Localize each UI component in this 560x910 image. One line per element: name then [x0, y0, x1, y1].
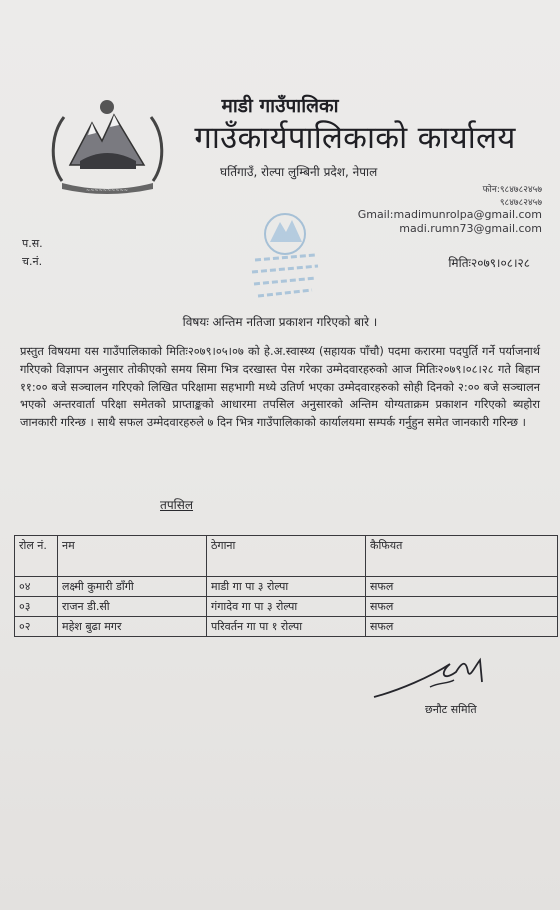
cell-roll-no: ०३	[15, 597, 58, 617]
phone-primary: फोन:९८४७८२४५७	[482, 185, 542, 195]
cell-name: लक्ष्मी कुमारी डाँगी	[58, 577, 207, 597]
column-remarks: कैफियत	[366, 536, 558, 577]
email-secondary: madi.rumn73@gmail.com	[399, 222, 542, 235]
table-row	[15, 577, 558, 597]
letter-date: मितिः२०७९।०८।२८	[448, 256, 530, 270]
cell-name: महेश बुढा मगर	[58, 617, 207, 637]
municipality-name: माडी गाउँपालिका	[221, 95, 339, 117]
dispatch-number-label: च.नं.	[22, 255, 43, 268]
column-name: नम	[58, 536, 207, 577]
letter-subject: विषयः अन्तिम नतिजा प्रकाशन गरिएको बारे ।	[182, 315, 378, 329]
cell-roll-no: ०२	[15, 617, 58, 637]
office-seal-stamp	[240, 200, 330, 312]
phone-secondary: ९८४७८२४५७	[499, 198, 542, 208]
cell-remarks: सफल	[366, 597, 558, 617]
cell-address: माडी गा पा ३ रोल्पा	[207, 577, 366, 597]
cell-remarks: सफल	[366, 617, 558, 637]
column-address: ठेगाना	[207, 536, 366, 577]
office-name: गाउँकार्यपालिकाको कार्यालय	[194, 120, 516, 156]
cell-remarks: सफल	[366, 577, 558, 597]
schedule-heading: तपसिल	[160, 498, 194, 512]
table-row	[15, 617, 558, 637]
column-roll-no: रोल नं.	[15, 536, 58, 577]
cell-address: परिवर्तन गा पा १ रोल्पा	[207, 617, 366, 637]
letter-number-label: प.स.	[22, 237, 43, 250]
results-table	[14, 535, 558, 637]
cell-address: गंगादेव गा पा ३ रोल्पा	[207, 597, 366, 617]
table-header-row	[15, 536, 558, 577]
table-row	[15, 597, 558, 617]
email-primary: Gmail:madimunrolpa@gmail.com	[357, 208, 542, 221]
letter-body: प्रस्तुत विषयमा यस गाउँपालिकाको मितिः२०७९।०५।०७ को हे.अ.स्वास्थ्य (सहायक पाँचौ) पदमा करारमा पदपुर्ति गर्ने पर्याजनार्थ गरिएको विज्ञापन अनुसार तोकीएको समय सिमा भित्र दरखास्त पेस गरेका उम्मेदवारहरुको आज मितिः२०७९।०८।२८ गते बिहान ११:०० बजे सञ्चालन गरिएको लिखित परिक्षामा सहभागी मध्ये उतिर्ण भएका उम्मेदवारहरुको सोही दिनको २:०० बजे सञ्चालन भएको अन्तरवार्ता परिक्षा समेतको प्राप्ताङ्कको आधारमा तपसिल अनुसारको अन्तिम योग्यताक्रम प्रकाशन गरिएको ब्यहोरा जानकारी गरिन्छ । साथै सफल उम्मेदवारहरुले ७ दिन भित्र गाउँपालिकाको कार्यालयमा सम्पर्क गर्नुहुन समेत जानकारी गरिन्छ ।	[20, 344, 540, 430]
svg-text:~~~~~~~~~~: ~~~~~~~~~~	[86, 188, 128, 194]
selection-committee: छनौट समिति	[425, 703, 477, 716]
cell-roll-no: ०४	[15, 577, 58, 597]
cell-name: राजन डी.सी	[58, 597, 207, 617]
office-address: घर्तिगाउँ, रोल्पा लुम्बिनी प्रदेश, नेपाल	[220, 165, 378, 179]
